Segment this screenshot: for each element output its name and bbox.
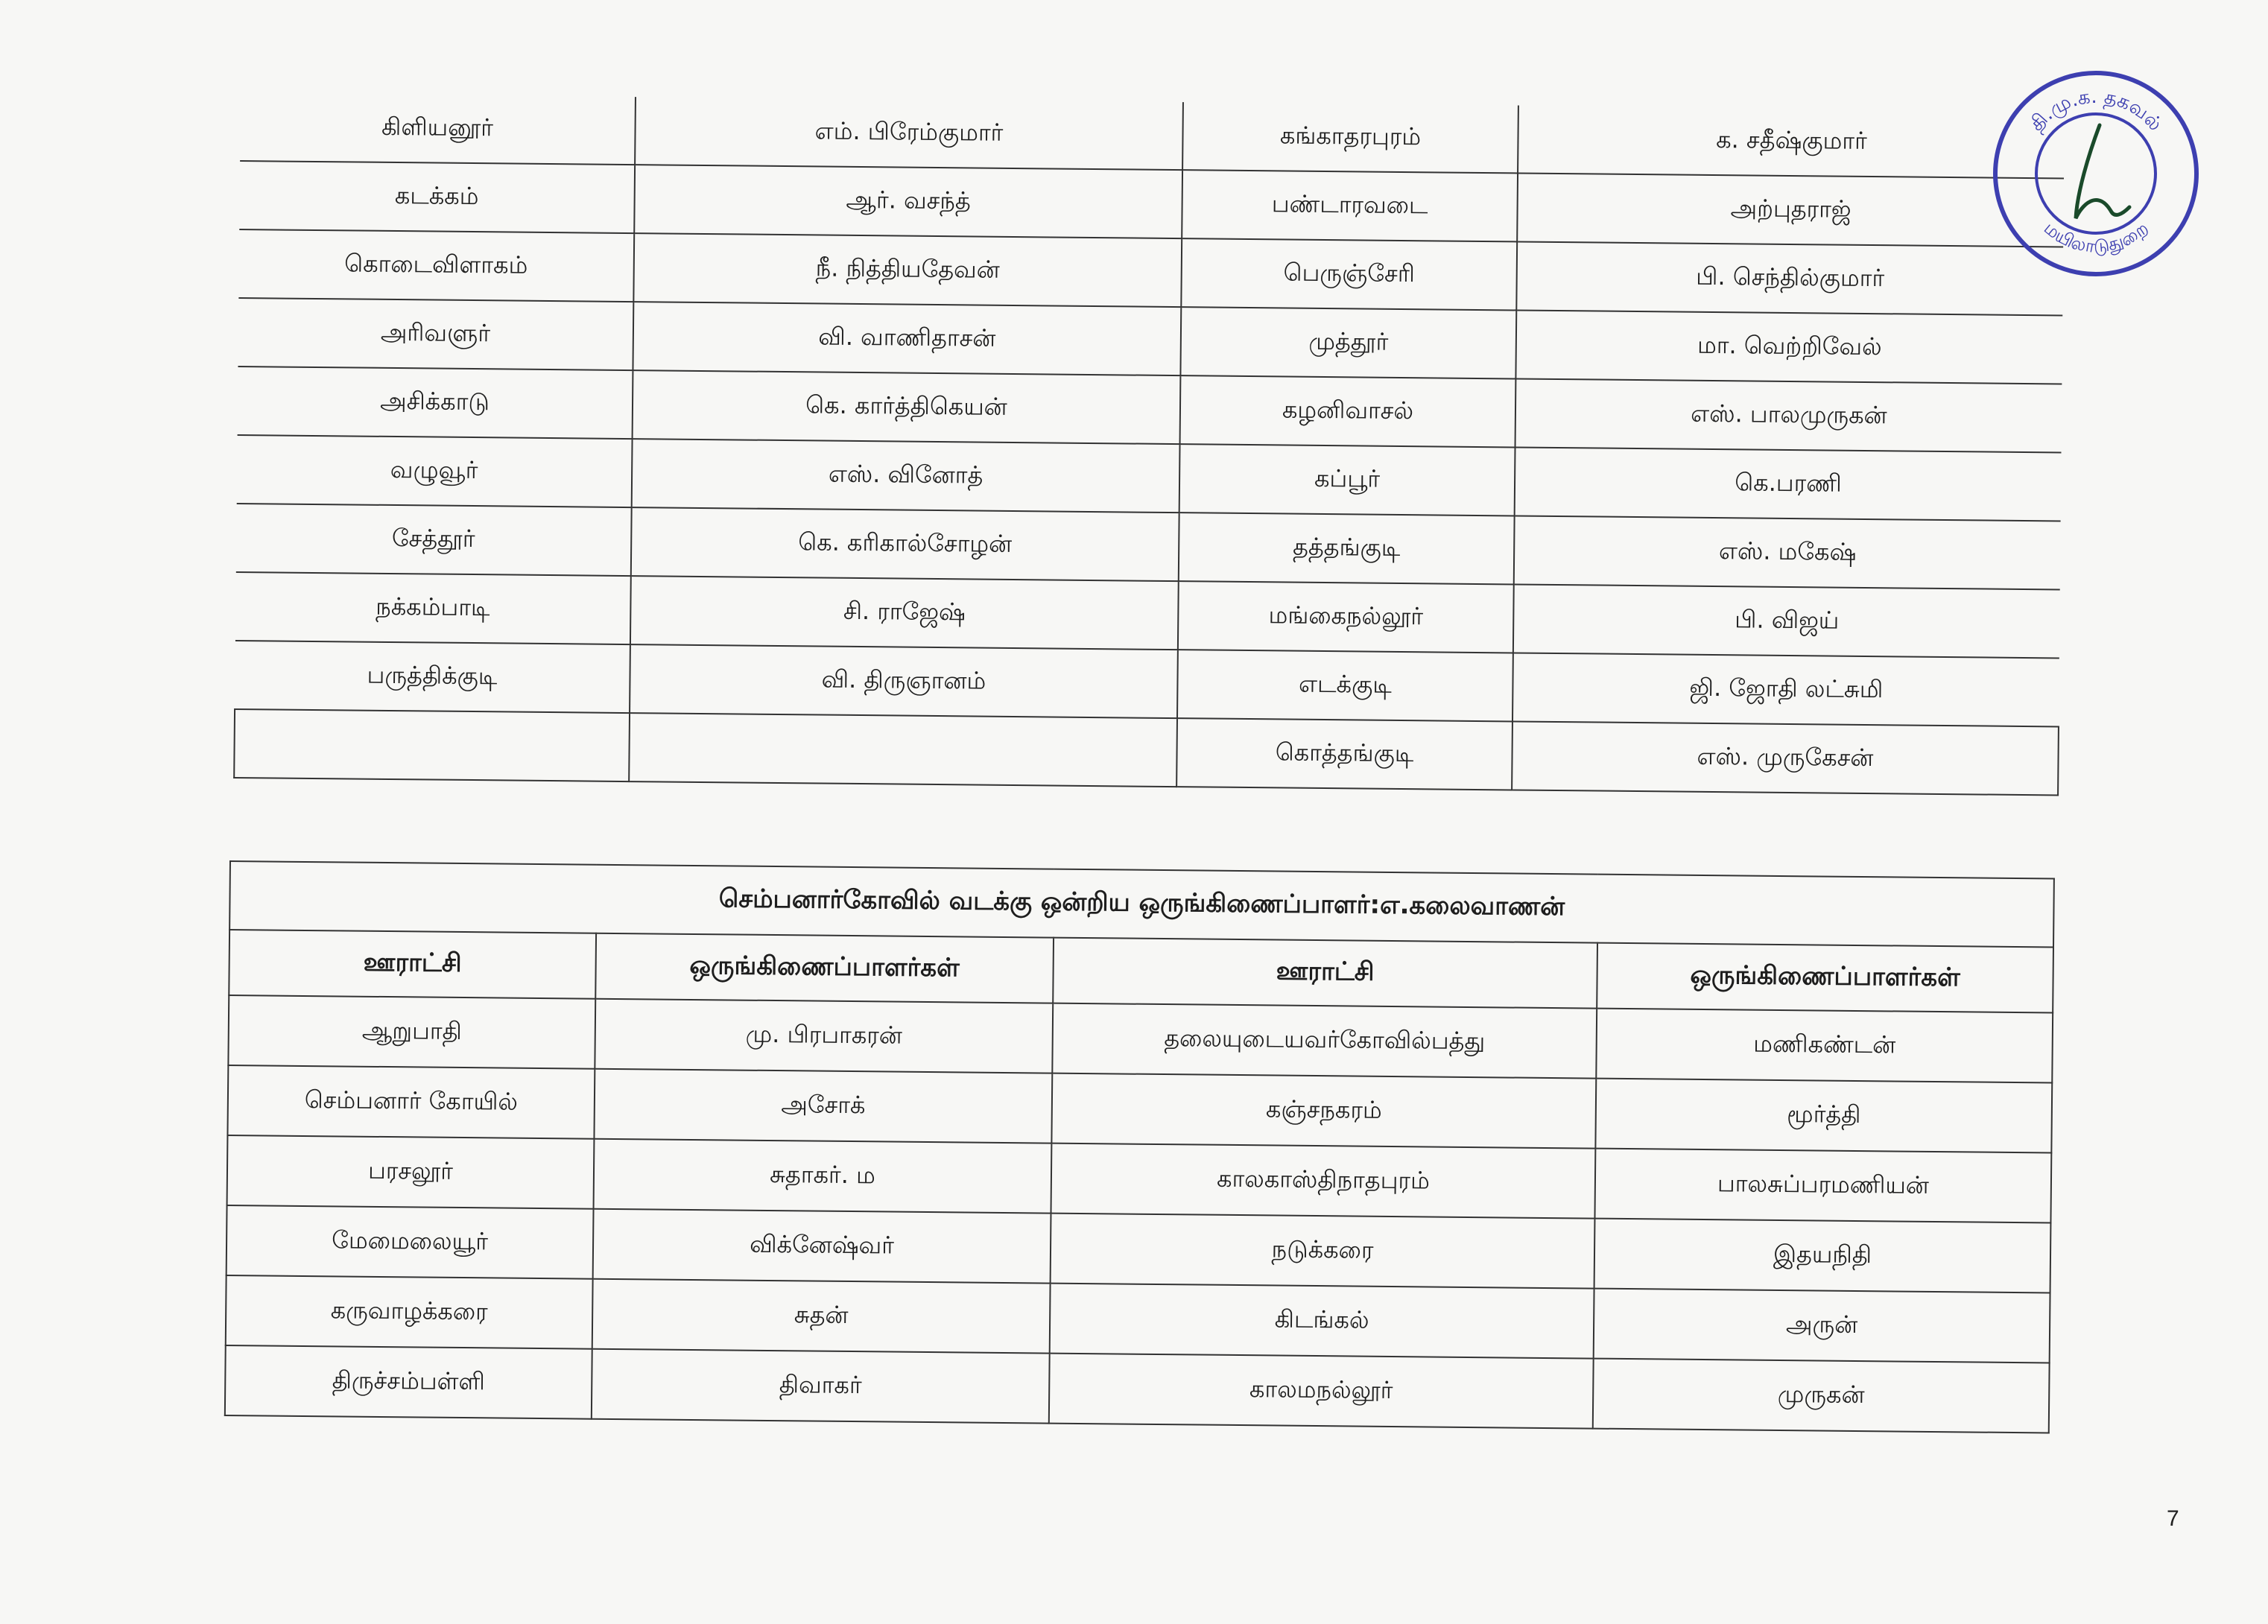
coordinator-cell: எஸ். மகேஷ்	[1514, 516, 2061, 589]
coordinator-cell: அற்புதராஜ்	[1517, 173, 2064, 247]
panchayat-cell: அரிவளுர்	[238, 298, 633, 370]
column-header-panchayat: ஊராட்சி	[1053, 938, 1597, 1009]
coordinator-cell: விக்னேஷ்வர்	[593, 1209, 1051, 1284]
sembanarkoil-north-coordinators-table	[224, 860, 2055, 1433]
panchayat-cell: கிளியனூர்	[240, 93, 636, 165]
panchayat-cell: கிடங்கல்	[1050, 1284, 1594, 1359]
coordinator-cell: பி. செந்தில்குமார்	[1516, 241, 2063, 315]
coordinator-cell: மணிகண்டன்	[1596, 1009, 2053, 1083]
panchayat-cell: கஞ்சநகரம்	[1051, 1073, 1596, 1149]
coordinator-cell: எஸ். முருகேசன்	[1512, 721, 2059, 795]
coordinator-cell: பாலசுப்பரமணியன்	[1594, 1149, 2051, 1223]
official-seal-stamp	[1988, 66, 2204, 282]
panchayat-cell: பரசலூர்	[227, 1135, 595, 1209]
coordinator-cell: நீ. நித்தியதேவன்	[633, 233, 1182, 307]
coordinator-cell: முருகன்	[1593, 1359, 2050, 1433]
panchayat-cell: வழுவூர்	[237, 435, 633, 507]
coordinator-cell: கெ.பரணி	[1515, 447, 2062, 521]
panchayat-cell: கொத்தங்குடி	[1176, 718, 1512, 790]
coordinator-cell: எஸ். பாலமுருகன்	[1515, 378, 2062, 452]
coordinator-cell: மூர்த்தி	[1595, 1079, 2052, 1153]
coordinator-cell: கெ. கார்த்திகெயன்	[633, 370, 1181, 444]
coordinator-cell: ஆர். வசந்த்	[634, 165, 1182, 238]
coordinator-cell: சுதன்	[592, 1279, 1051, 1354]
coordinator-cell: வி. திருஞானம்	[630, 644, 1178, 718]
panchayat-cell: நக்கம்பாடி	[235, 572, 631, 644]
panchayat-cell: அசிக்காடு	[238, 367, 633, 439]
panchayat-cell: பண்டாரவடை	[1182, 170, 1518, 241]
panchayat-cell	[234, 709, 630, 781]
coordinator-cell: சி. ராஜேஷ்	[630, 576, 1179, 650]
column-header-panchayat: ஊராட்சி	[229, 930, 596, 999]
page-number: 7	[2167, 1506, 2179, 1531]
panchayat-cell: மங்கைநல்லூர்	[1178, 581, 1514, 653]
coordinator-cell: மு. பிரபாகரன்	[595, 999, 1053, 1073]
panchayat-cell: திருச்சம்பள்ளி	[225, 1345, 592, 1419]
panchayat-cell: கொடைவிளாகம்	[238, 229, 634, 302]
coordinator-cell: அருன்	[1594, 1289, 2050, 1363]
coordinator-cell: ஜி. ஜோதி லட்சுமி	[1512, 653, 2059, 726]
panchayat-cell: பருத்திக்குடி	[235, 641, 630, 713]
coordinator-cell: மா. வெற்றிவேல்	[1515, 310, 2062, 384]
coordinator-cell: வி. வாணிதாசன்	[633, 302, 1181, 375]
coordinator-cell: சுதாகர். ம	[594, 1139, 1052, 1214]
panchayat-cell: கழனிவாசல்	[1180, 375, 1516, 447]
panchayat-cell: மேமைலையூர்	[227, 1205, 594, 1279]
coordinator-cell	[629, 713, 1177, 787]
coordinator-cell: கெ. கரிகால்சோழன்	[631, 507, 1179, 581]
seal-bottom-text: மயிலாடுதுறை	[2039, 217, 2153, 258]
column-header-coordinators: ஒருங்கிணைப்பாளர்கள்	[1597, 943, 2053, 1013]
panchayat-cell: எடக்குடி	[1177, 650, 1513, 721]
coordinator-cell: அசோக்	[594, 1069, 1052, 1144]
panchayat-cell: முத்தூர்	[1180, 307, 1516, 378]
coordinator-cell: பி. விஜய்	[1513, 584, 2060, 658]
coordinator-cell: க. சதீஷ்குமார்	[1518, 105, 2065, 178]
seal-top-text: தி.மு.க. தகவல்	[2025, 85, 2167, 136]
panchayat-cell: காலமநல்லூர்	[1049, 1354, 1594, 1429]
panchayat-cell: கங்காதரபுரம்	[1182, 102, 1518, 173]
panchayat-cell: தலையுடையவர்கோவில்பத்து	[1052, 1003, 1597, 1079]
column-header-coordinators: ஒருங்கிணைப்பாளர்கள்	[595, 933, 1054, 1003]
panchayat-cell: பெருஞ்சேரி	[1181, 238, 1517, 310]
coordinator-cell: எஸ். வினோத்	[632, 439, 1180, 513]
panchayat-cell: காலகாஸ்திநாதபுரம்	[1051, 1144, 1596, 1219]
panchayat-cell: கடக்கம்	[239, 161, 635, 233]
signature-mark	[2076, 125, 2129, 218]
panchayat-cell: ஆறுபாதி	[228, 995, 595, 1069]
table-title: செம்பனார்கோவில் வடக்கு ஒன்றிய ஒருங்கிணைப்பாளர்:எ.கலைவாணன்	[229, 861, 2054, 947]
panchayat-cell: செம்பனார் கோயில்	[227, 1065, 595, 1139]
coordinator-cell: திவாகர்	[592, 1349, 1050, 1424]
panchayat-cell: கருவாழக்கரை	[226, 1275, 593, 1349]
panchayat-cell: நடுக்கரை	[1051, 1214, 1595, 1289]
coordinators-table-continued	[233, 93, 2065, 796]
panchayat-cell: தத்தங்குடி	[1179, 513, 1515, 584]
coordinator-cell: எம். பிரேம்குமார்	[635, 97, 1183, 170]
coordinator-cell: இதயநிதி	[1594, 1219, 2051, 1293]
panchayat-cell: சேத்தூர்	[236, 504, 632, 576]
panchayat-cell: கப்பூர்	[1179, 444, 1515, 516]
